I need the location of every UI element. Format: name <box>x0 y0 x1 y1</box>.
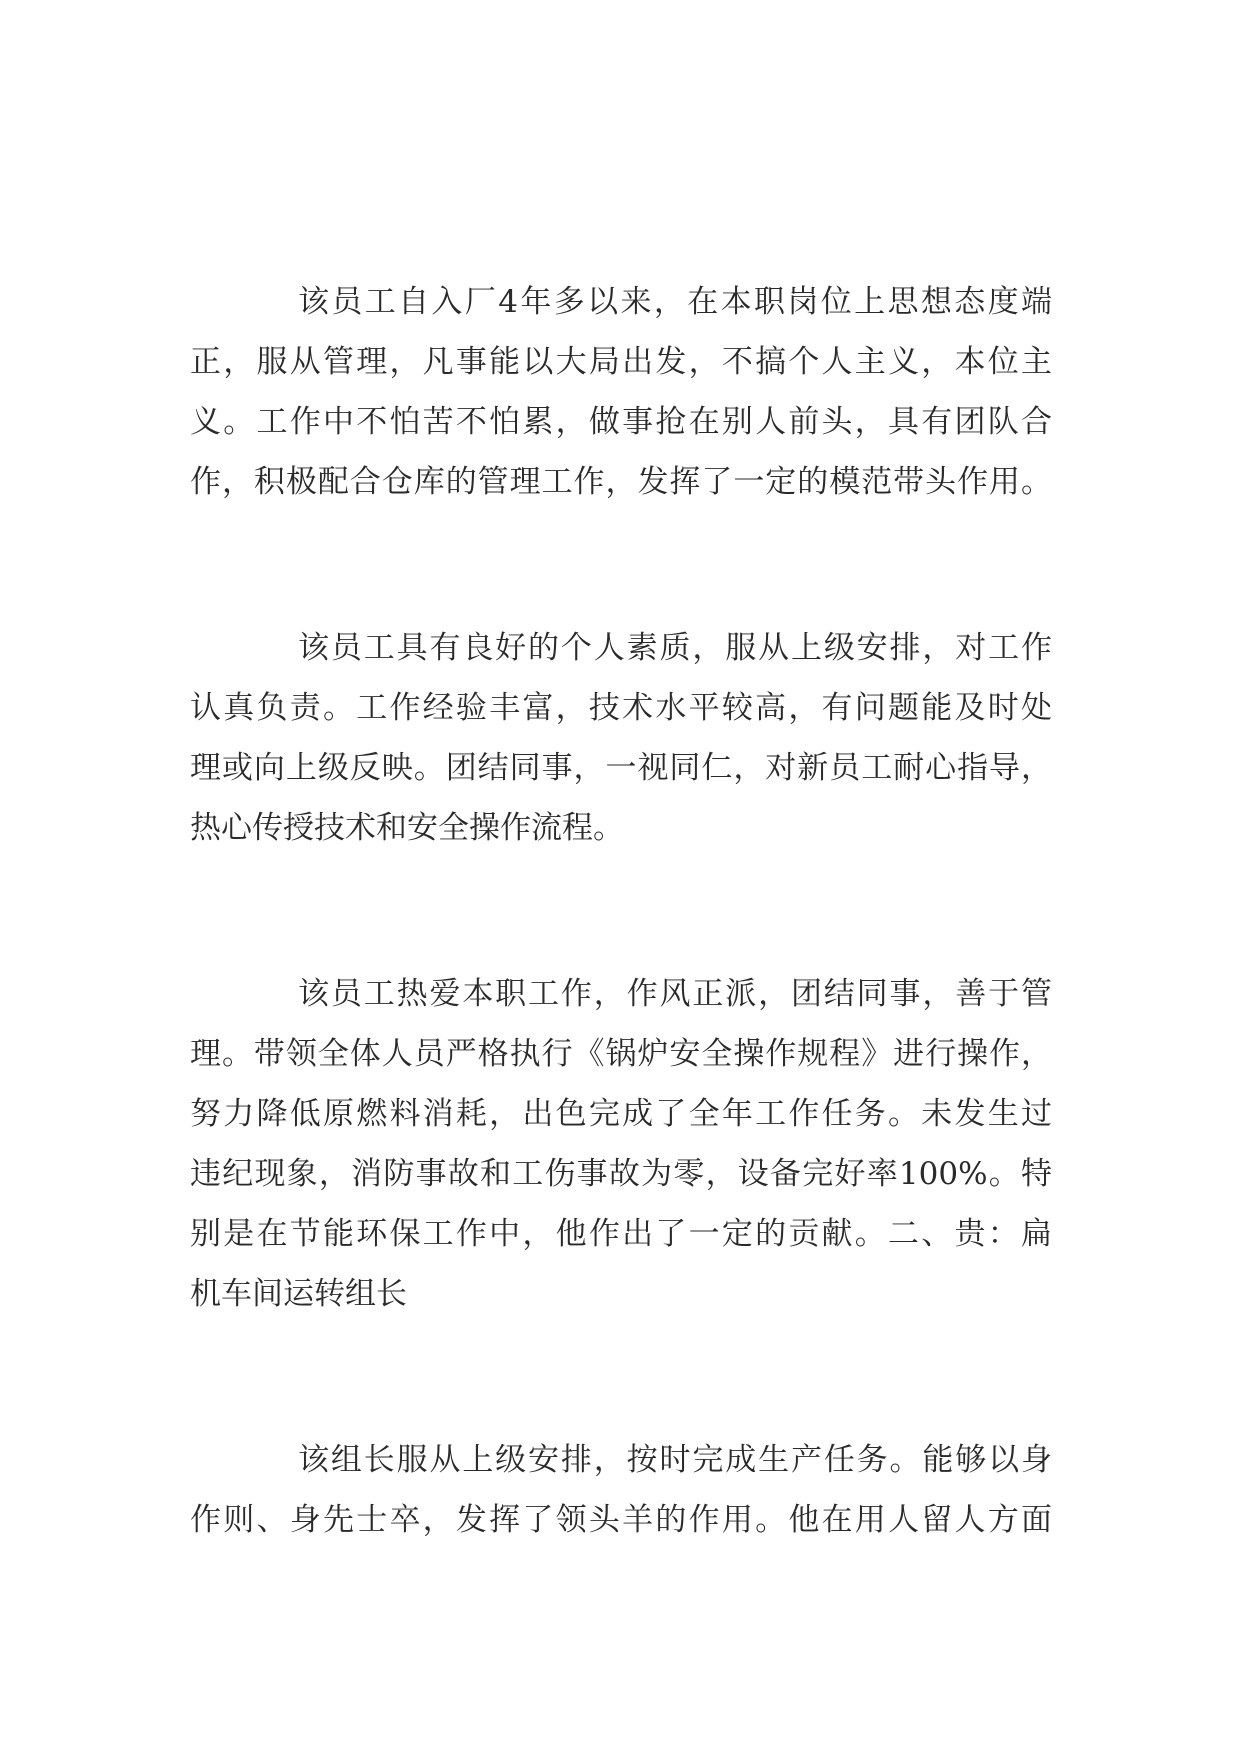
paragraph-line: 违纪现象，消防事故和工伤事故为零，设备完好率100%。特 <box>190 1156 1052 1192</box>
paragraph-line: 认真负责。工作经验丰富，技术水平较高，有问题能及时处 <box>190 690 1052 726</box>
paragraph-line: 别是在节能环保工作中，他作出了一定的贡献。二、贵：扁 <box>190 1216 1052 1252</box>
paragraph-line: 理。带领全体人员严格执行《锅炉安全操作规程》进行操作， <box>190 1036 1052 1072</box>
paragraph-line: 理或向上级反映。团结同事，一视同仁，对新员工耐心指导， <box>190 750 1052 786</box>
paragraph-line: 该员工具有良好的个人素质，服从上级安排，对工作 <box>298 630 1052 666</box>
paragraph-line: 该员工自入厂4年多以来，在本职岗位上思想态度端 <box>298 284 1052 320</box>
paragraph-line: 该组长服从上级安排，按时完成生产任务。能够以身 <box>298 1442 1052 1478</box>
paragraph-line: 正，服从管理，凡事能以大局出发，不搞个人主义，本位主 <box>190 344 1052 380</box>
paragraph-line: 作则、身先士卒，发挥了领头羊的作用。他在用人留人方面 <box>190 1502 1052 1538</box>
paragraph-line: 作，积极配合仓库的管理工作，发挥了一定的模范带头作用。 <box>190 464 1052 500</box>
paragraph-line: 热心传授技术和安全操作流程。 <box>190 810 624 846</box>
paragraph-line: 机车间运转组长 <box>190 1276 407 1312</box>
paragraph-line: 该员工热爱本职工作，作风正派，团结同事，善于管 <box>298 976 1052 1012</box>
paragraph-line: 义。工作中不怕苦不怕累，做事抢在别人前头，具有团队合 <box>190 404 1052 440</box>
paragraph-line: 努力降低原燃料消耗，出色完成了全年工作任务。未发生过 <box>190 1096 1052 1132</box>
